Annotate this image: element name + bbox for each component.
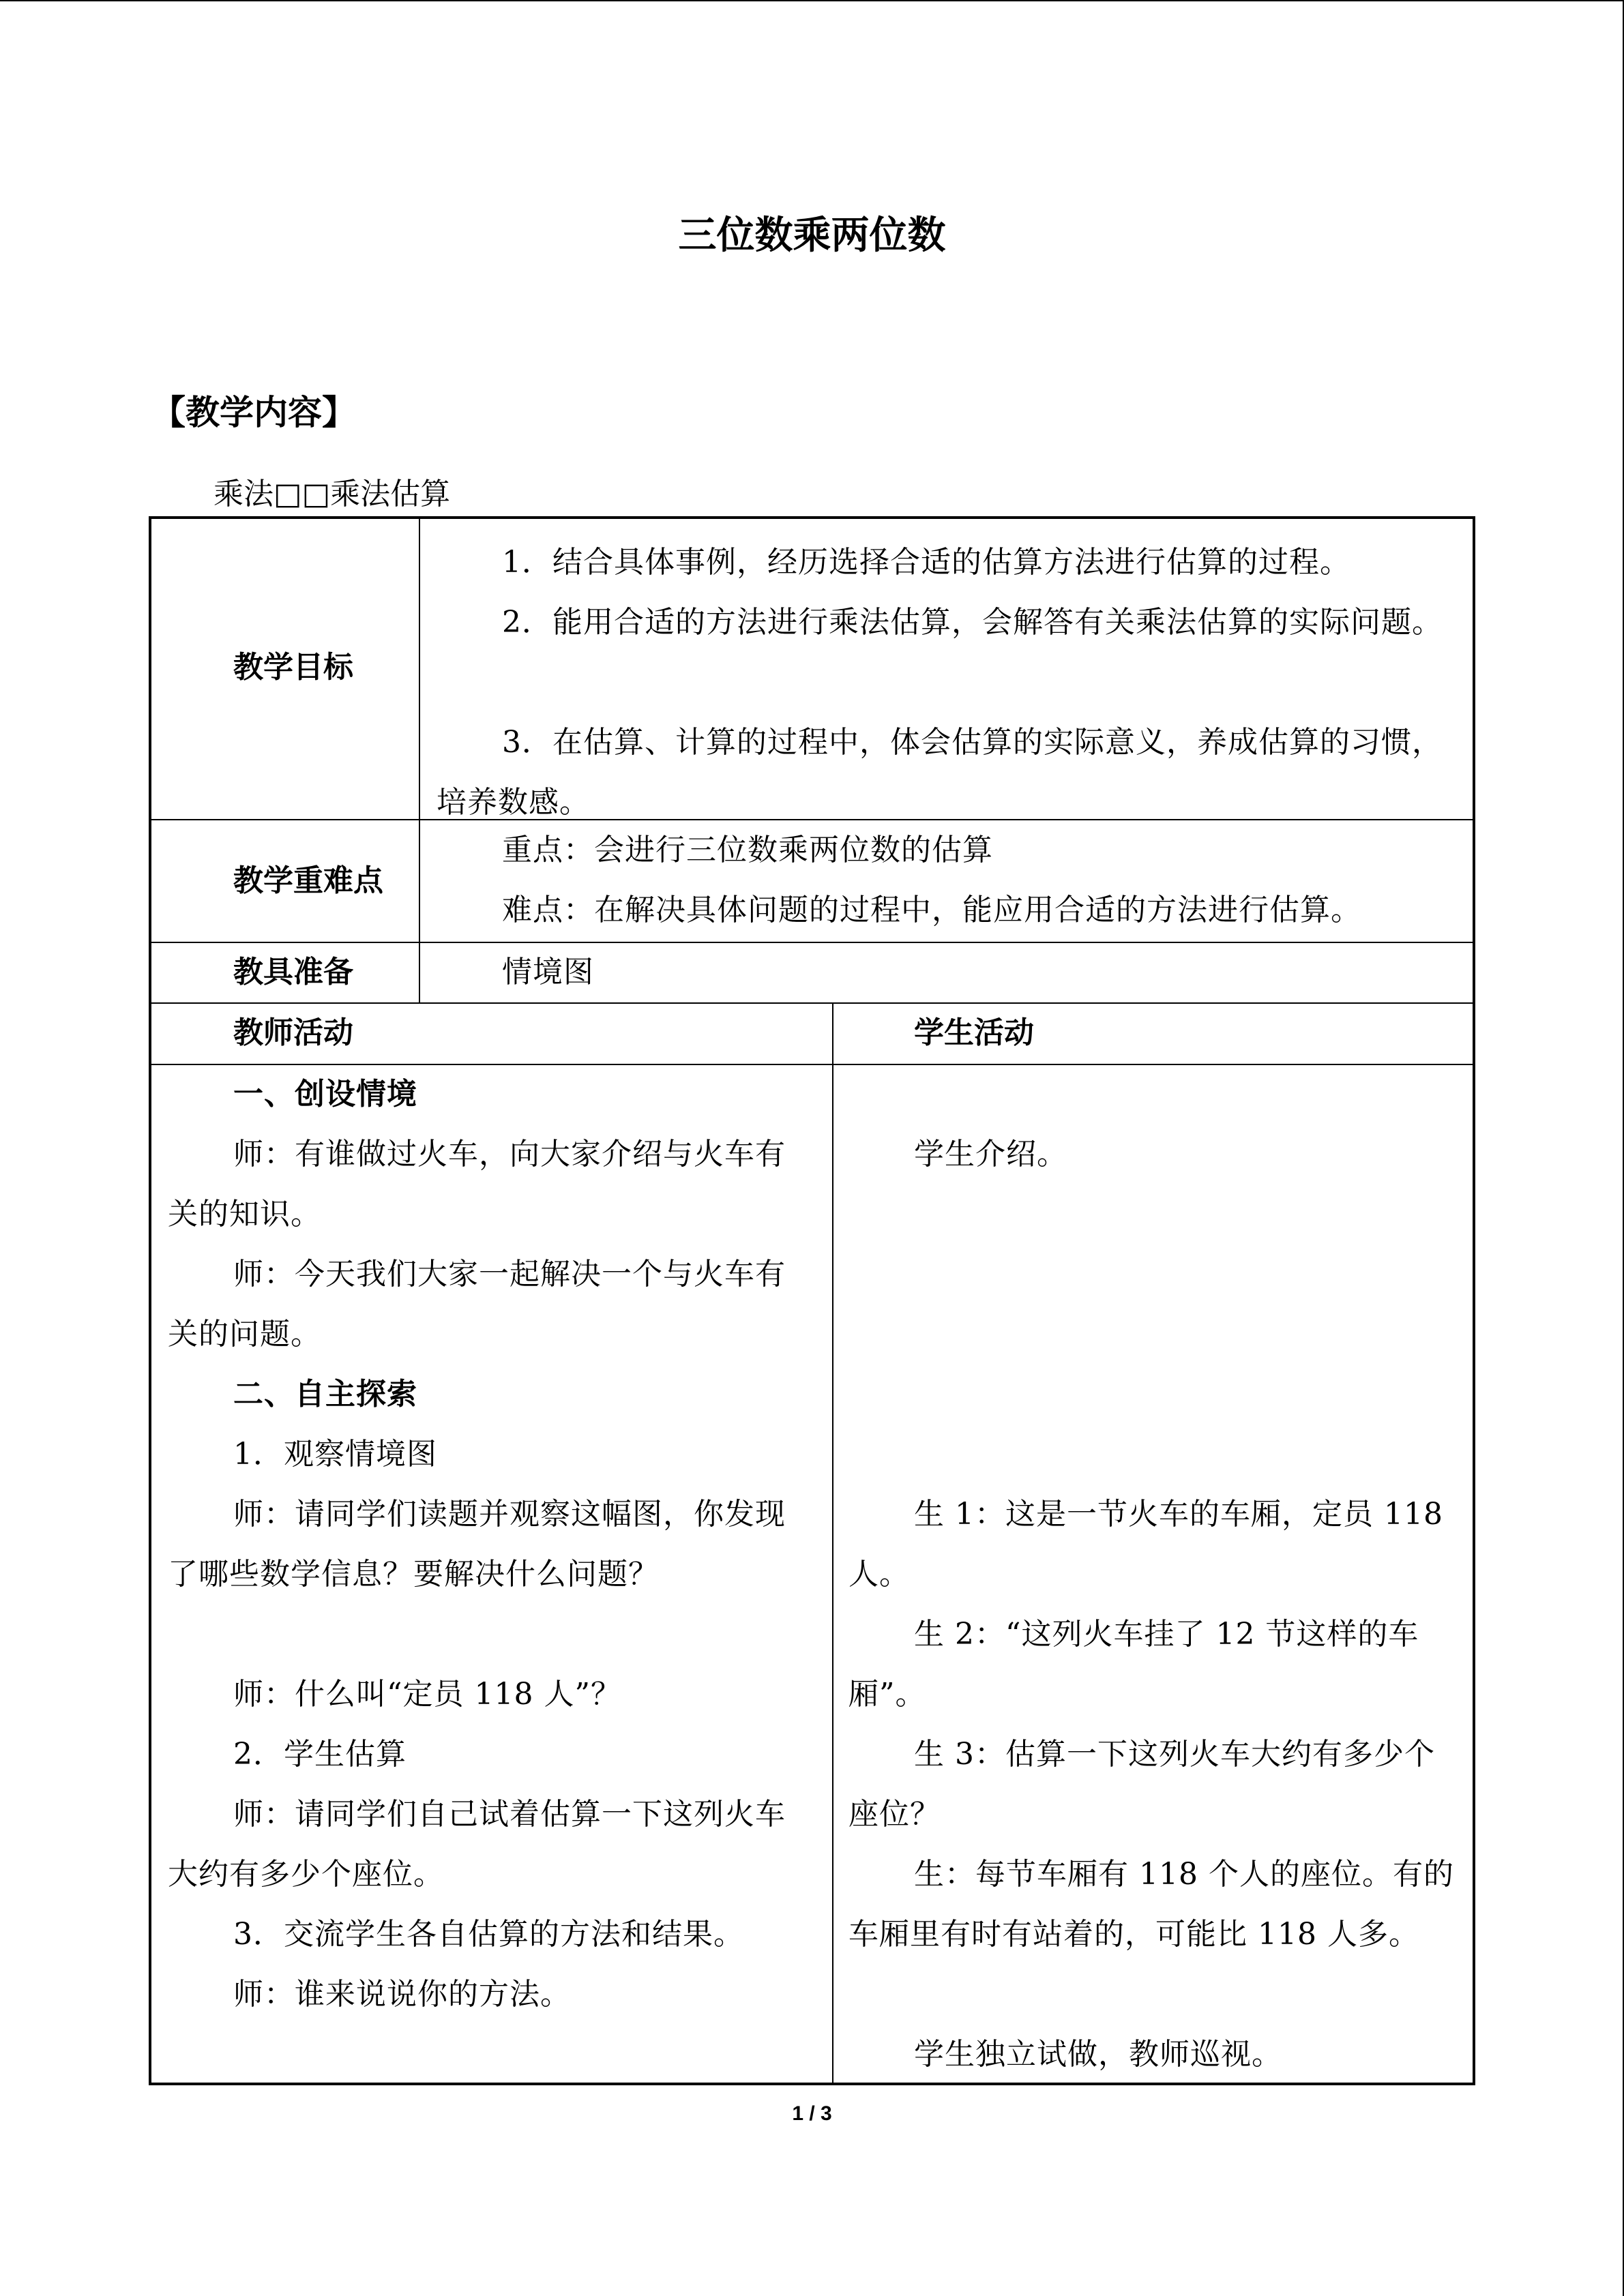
section-heading: 【教学内容】 [151,392,356,432]
tools-value: 情境图 [502,955,594,989]
page-number: 1 / 3 [792,2102,832,2125]
key-point-difficulty: 难点：在解决具体问题的过程中，能应用合适的方法进行估算。 [502,893,1361,927]
document-title: 三位数乘两位数 [678,213,946,258]
column-divider [419,519,420,1002]
teacher-paragraph: 师：请同学们自己试着估算一下这列火车大约有多少个座位。 [168,1797,786,1892]
student-paragraph: 生 3：估算一下这列火车大约有多少个座位？ [848,1737,1435,1832]
column-divider [832,1002,833,2085]
student-activity-header: 学生活动 [914,1015,1034,1050]
objectives-label: 教学目标 [233,650,353,685]
student-paragraph: 生 1：这是一节火车的车厢，定员 118 人。 [848,1497,1443,1592]
key-points-label: 教学重难点 [233,863,383,898]
tools-label: 教具准备 [233,955,353,989]
teacher-section-heading: 一、创设情境 [233,1077,417,1112]
teacher-paragraph: 师：请同学们读题并观察这幅图，你发现了哪些数学信息？要解决什么问题？ [168,1497,786,1592]
page-top-border [0,0,1624,1]
key-point-focus: 重点：会进行三位数乘两位数的估算 [502,833,993,867]
teacher-paragraph: 师：今天我们大家一起解决一个与火车有关的问题。 [168,1257,786,1352]
teacher-activity-header: 教师活动 [233,1015,353,1050]
teacher-paragraph: 师：有谁做过火车，向大家介绍与火车有关的知识。 [168,1137,786,1232]
objective-item: 1．结合具体事例，经历选择合适的估算方法进行估算的过程。 [502,545,1350,580]
objective-item: 2．能用合适的方法进行乘法估算，会解答有关乘法估算的实际问题。 [502,605,1443,640]
lesson-plan-table [149,516,1475,2085]
teacher-step: 3．交流学生各自估算的方法和结果。 [233,1917,744,1952]
teacher-step: 2．学生估算 [233,1737,407,1772]
student-paragraph: 学生介绍。 [914,1137,1067,1172]
teacher-step: 1．观察情境图 [233,1437,437,1472]
teacher-paragraph: 师：谁来说说你的方法。 [233,1977,571,2012]
teacher-section-heading: 二、自主探索 [233,1377,417,1412]
subject-line: 乘法□□乘法估算 [213,477,451,511]
student-paragraph: 生：每节车厢有 118 个人的座位。有的车厢里有时有站着的，可能比 118 人多。 [848,1857,1454,1952]
objective-item: 3．在估算、计算的过程中，体会估算的实际意义，养成估算的习惯，培养数感。 [437,725,1443,820]
student-paragraph: 生 2：“这列火车挂了 12 节这样的车厢”。 [848,1617,1419,1712]
teacher-paragraph: 师：什么叫“定员 118 人”？ [233,1677,621,1712]
student-paragraph: 学生独立试做，教师巡视。 [914,2037,1282,2072]
